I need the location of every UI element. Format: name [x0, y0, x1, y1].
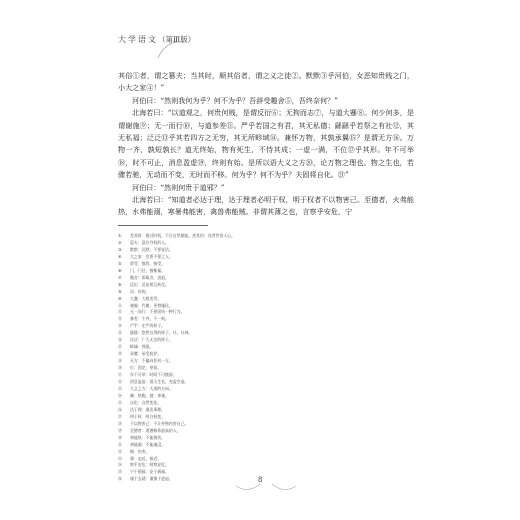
footnote-text: 察乎安危：明察安危。 — [130, 462, 169, 468]
footnote-item — [118, 442, 414, 449]
footnote-item — [118, 275, 414, 282]
footnote-item — [118, 393, 414, 400]
footnote-text: 达于理：通达事理。 — [130, 406, 166, 412]
body-paragraph: 河伯曰：“然则何贵于道邪？” — [132, 182, 225, 192]
footnote-number: ㉜ — [118, 448, 122, 454]
main-text — [118, 70, 414, 219]
footnote-item — [118, 462, 414, 469]
footnote-item — [118, 330, 414, 337]
footnote-number: ㉗ — [118, 413, 122, 419]
footnote-number: ㉒ — [118, 379, 122, 385]
footnote-number: ⑮ — [118, 330, 122, 336]
edition-label: （第Ⅲ版） — [158, 35, 196, 44]
footnote-text: 大之家：会要不要之人。 — [130, 253, 173, 259]
footnote-text: 反衍：反复相互转化。 — [130, 281, 169, 287]
footnote-item — [118, 254, 414, 261]
footnote-number: ㉛ — [118, 441, 122, 447]
body-paragraph: 其俗①者，谓之篡夫；当其时，顺其俗者，谓之义之徒②。默默③乎河伯，女恶知贵贱之门，小大之家④！” — [118, 71, 414, 93]
footnote-number: ⑪ — [118, 302, 122, 308]
footnote-item — [118, 282, 414, 289]
footnote-item — [118, 407, 414, 414]
footnote-item — [118, 421, 414, 428]
footnote-text: 消息盈虚：消灭生长，充盈空虚。 — [130, 379, 189, 385]
footnote-text: 宁于祸福：安于祸福。 — [130, 469, 169, 475]
footnote-number: ㉖ — [118, 406, 122, 412]
footer-ornament-icon — [118, 472, 414, 494]
footnote-item — [118, 351, 414, 358]
footnote-item — [118, 435, 414, 442]
footnote-number: ㉝ — [118, 455, 122, 461]
footnote-item — [118, 296, 414, 303]
footnote-item — [118, 386, 414, 393]
footnote-text: 不以物害己：不让外物伤害自己。 — [130, 420, 189, 426]
footnote-number: ⑭ — [118, 323, 122, 329]
footnote-number: ㉓ — [118, 385, 122, 391]
footnote-text: 而：你的。 — [130, 288, 150, 294]
footnote-text: 无一而行：不要固执一种行为。 — [130, 309, 185, 315]
footnote-item — [118, 365, 414, 372]
footnote-number: ⑫ — [118, 309, 122, 315]
footnote-item — [118, 261, 414, 268]
footnote-number: ⑧ — [118, 281, 122, 287]
footnote-item — [118, 303, 414, 310]
footnote-number: ⑰ — [118, 344, 122, 350]
footnote-text: 至德者：道德修养最高的人。 — [130, 427, 181, 433]
footnote-text: 趣舍：即取舍，进退。 — [130, 274, 169, 280]
footnote-item — [118, 240, 414, 247]
footnote-number: ② — [118, 239, 122, 245]
page-footer — [118, 472, 414, 494]
book-title: 大学语文 — [118, 35, 158, 44]
body-paragraph: 北海若曰：“以道观之，何贵何贱，是谓反衍⑥；无拘而志⑦，与道大蹇⑧。何少何多，是谓谢施⑨；无一而行⑩，与道参差⑪。严乎若国之有君，其无私德；繇繇乎若祭之有社⑫，其无私福；泛泛⑬乎其若四方之无穷，其无所畛域⑭。兼怀万物，其孰承翼⑮？是谓无方⑯。万物一齐，孰短孰长？道无终始，物有死生，不恃其成；一虚一满，不位⑰乎其形。年不可举⑱，时不可止，消息盈虚⑲，终则有始。是所以语大义之方⑳，论万物之理也。物之生也，若骤若驰，无动而不变，无时而不移。何为乎？何不为乎？夫固将自化。㉑” — [118, 108, 414, 180]
footnote-text: 大蹇：大相违背。 — [130, 295, 162, 301]
footnote-number: ㉑ — [118, 372, 122, 378]
footnote-number: ④ — [118, 253, 122, 259]
footnote-text: 篡夫：篡位夺权的人。 — [130, 239, 169, 245]
footnote-number: ⑯ — [118, 337, 122, 343]
body-paragraph: 河伯曰：“然则我何为乎？何不为乎？吾辞受趣舍⑤，吾终奈何？” — [132, 95, 338, 105]
footnote-item — [118, 449, 414, 456]
footnote-number: ㉚ — [118, 434, 122, 440]
header-ornament-icon — [156, 38, 186, 60]
footnote-item — [118, 316, 414, 323]
footnote-text: 弗能溺：不能淹没。 — [130, 441, 166, 447]
footnote-number: ③ — [118, 246, 122, 252]
footnote-text: 默默：沉默，不要说话。 — [130, 246, 173, 252]
footnote-number: ㉘ — [118, 420, 122, 426]
footnote-item — [118, 414, 414, 421]
footnotes — [118, 233, 414, 483]
footnote-text: 繇繇：悠然自得的样子。社，社神。 — [130, 330, 193, 336]
footnote-number: ㉔ — [118, 392, 122, 398]
footnote-text: 明于权：明白权变。 — [130, 413, 166, 419]
footnote-item — [118, 428, 414, 435]
footnote-item — [118, 456, 414, 463]
body-paragraph: 北海若曰：“知道者必达于理，达于理者必明于权，明于权者不以物害己。至德者，火弗能热，水弗能溺，寒暑弗能害，禽兽弗能贼。非谓其薄之也，言察乎安危，宁 — [118, 195, 414, 217]
footnote-item — [118, 268, 414, 275]
footnote-number: ⑨ — [118, 288, 122, 294]
footnote-text: 贼：伤害。 — [130, 448, 150, 454]
footnote-text: 差其时：错过时机，不合自然潮流。逆其俗：违背世俗人心。 — [130, 233, 236, 238]
footnote-number: ⑩ — [118, 295, 122, 301]
footnote-number: ⑲ — [118, 358, 122, 364]
footnote-text: 辞受：推辞，接受。 — [130, 260, 166, 266]
footnote-text: 畛域：界限。 — [130, 344, 154, 350]
footnote-item — [118, 358, 414, 365]
footnote-text: 泛泛：广大无边的样子。 — [130, 337, 173, 343]
footnote-text: 自化：自然变化。 — [130, 399, 162, 405]
footnote-item — [118, 323, 414, 330]
footnote-item — [118, 372, 414, 379]
footnote-number: ⑱ — [118, 351, 122, 357]
footnote-item — [118, 344, 414, 351]
footnote-divider — [118, 225, 208, 226]
footnote-text: 位：固定，停留。 — [130, 365, 162, 371]
footnote-number: ㉕ — [118, 399, 122, 405]
footnote-text: 谢施：代谢，更替施化。 — [130, 302, 173, 308]
footnote-number: ⑤ — [118, 260, 122, 266]
footnote-item — [118, 400, 414, 407]
footnote-text: 无方：不偏向任何一方。 — [130, 358, 173, 364]
footnote-text: 承翼：承受庇护。 — [130, 351, 162, 357]
footnote-number: ⑳ — [118, 365, 122, 371]
footnote-item — [118, 379, 414, 386]
footnote-text: 薄：迫近，接近。 — [130, 455, 162, 461]
footnote-number: ① — [118, 233, 122, 238]
page-number: 8 — [258, 476, 263, 484]
footnote-item — [118, 289, 414, 296]
footnote-text: 谨于去就：谨慎于进退。 — [130, 476, 173, 482]
footnote-item — [118, 337, 414, 344]
footnote-text: 严乎：庄严的样子。 — [130, 323, 166, 329]
footnote-text: 年不可举：时间不可挽留。 — [130, 372, 177, 378]
footnote-number: ⑬ — [118, 316, 122, 322]
footnote-text: 弗能热：不能烧伤。 — [130, 434, 166, 440]
footnote-number: ⑥ — [118, 267, 122, 273]
footnote-number: ⑦ — [118, 274, 122, 280]
footnote-text: 门，门径，指衡量。 — [130, 267, 166, 273]
footnote-text: 骤：快跑。驰：奔驰。 — [130, 392, 169, 398]
footnote-number: ㉙ — [118, 427, 122, 433]
footnote-number: ㉟ — [118, 469, 122, 475]
footnote-item — [118, 309, 414, 316]
footnote-number: ㉞ — [118, 462, 122, 468]
footnote-item — [118, 233, 414, 240]
footnote-item — [118, 247, 414, 254]
footnote-number: ㊱ — [118, 476, 122, 482]
footnote-text: 参差：不齐，不一致。 — [130, 316, 169, 322]
book-page — [118, 0, 414, 520]
footnote-text: 大义之方：大道的方向。 — [130, 385, 173, 391]
